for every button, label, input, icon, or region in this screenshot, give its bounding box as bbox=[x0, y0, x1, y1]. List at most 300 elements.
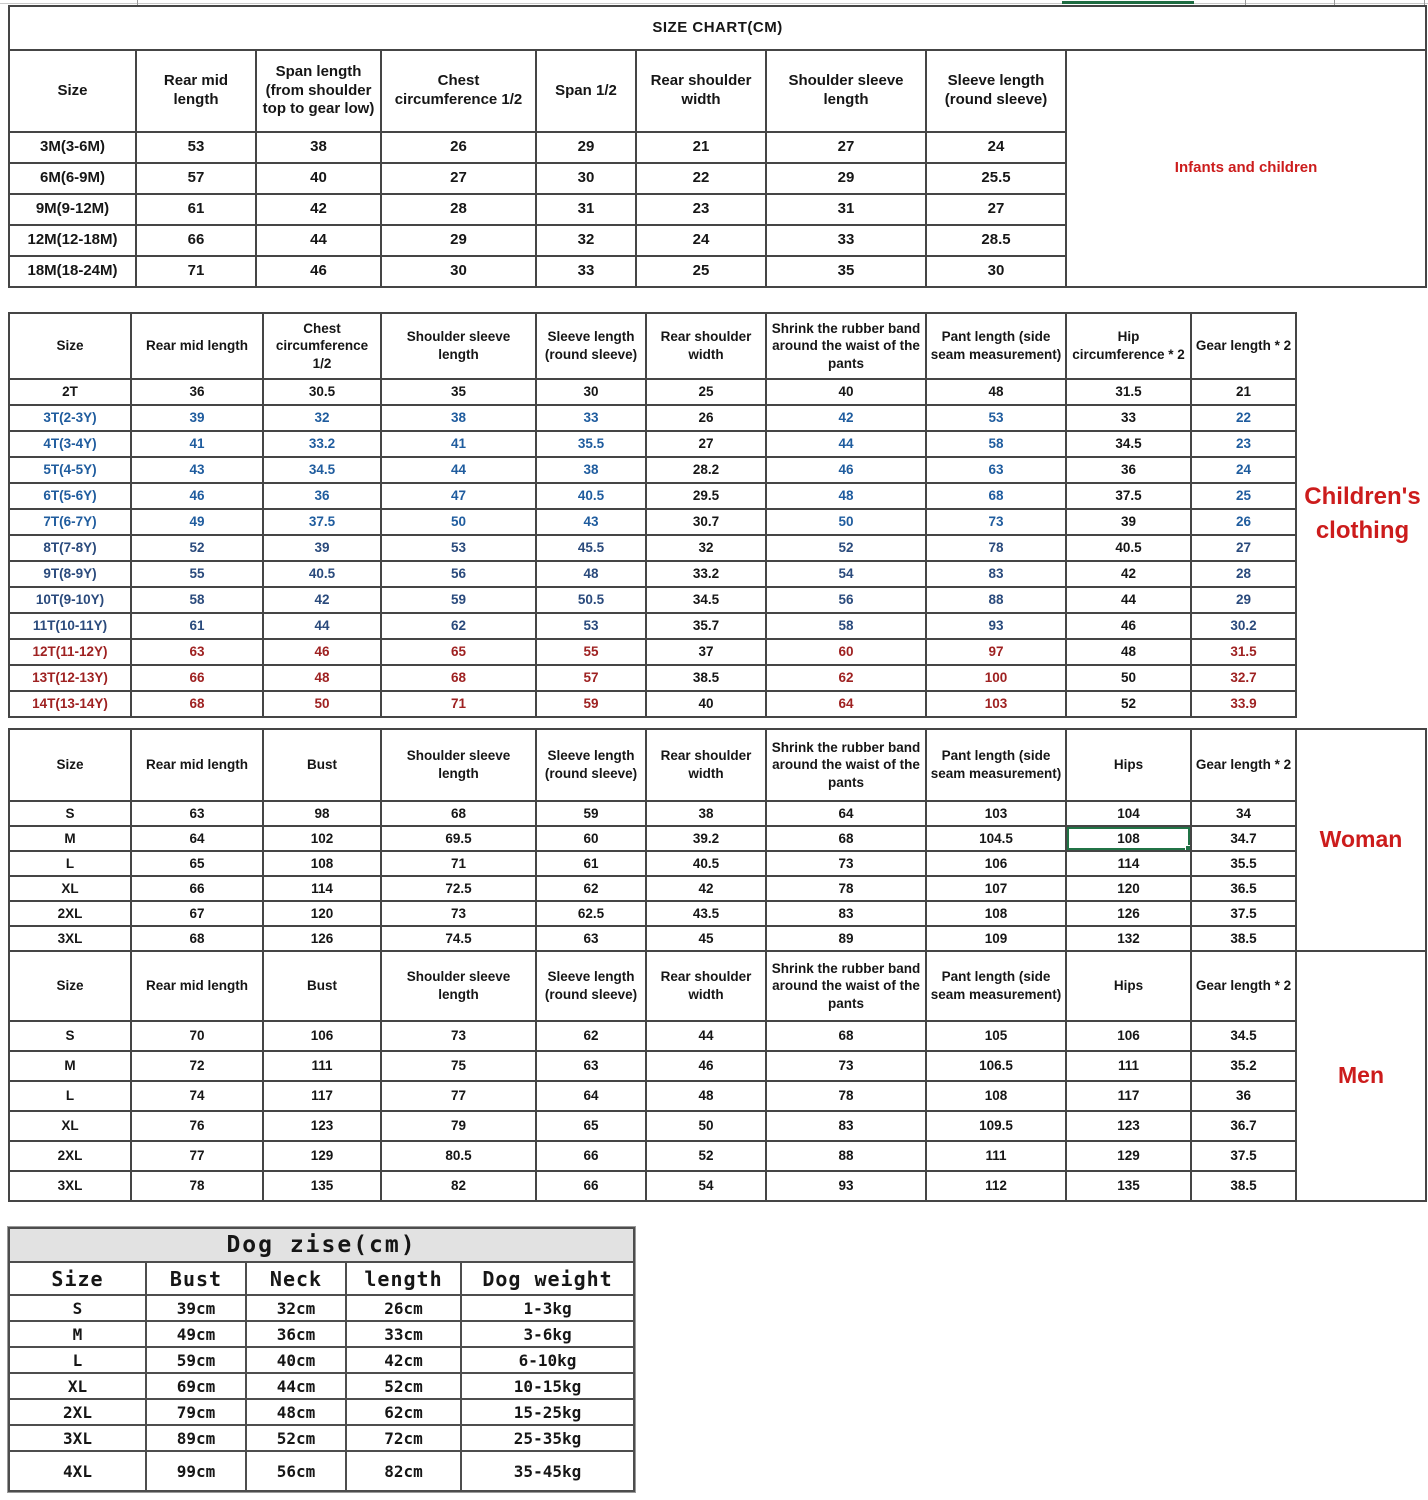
value-cell: 63 bbox=[536, 926, 646, 951]
value-cell: 89 bbox=[766, 926, 926, 951]
size-cell: XL bbox=[9, 1111, 131, 1141]
value-cell: 32cm bbox=[246, 1295, 346, 1321]
value-cell: 42cm bbox=[346, 1347, 461, 1373]
column-header: Gear length * 2 bbox=[1191, 313, 1296, 379]
value-cell: 37 bbox=[646, 639, 766, 665]
value-cell: 26 bbox=[1191, 509, 1296, 535]
value-cell: 27 bbox=[646, 431, 766, 457]
value-cell: 62.5 bbox=[536, 901, 646, 926]
size-cell: 10T(9-10Y) bbox=[9, 587, 131, 613]
value-cell: 29.5 bbox=[646, 483, 766, 509]
value-cell: 66 bbox=[131, 876, 263, 901]
size-cell: 2XL bbox=[9, 901, 131, 926]
value-cell: 48 bbox=[263, 665, 381, 691]
value-cell: 32 bbox=[536, 225, 636, 256]
value-cell: 72.5 bbox=[381, 876, 536, 901]
value-cell: 59 bbox=[536, 691, 646, 717]
value-cell: 33 bbox=[766, 225, 926, 256]
value-cell: 37.5 bbox=[1066, 483, 1191, 509]
value-cell: 52cm bbox=[246, 1425, 346, 1451]
group-label: Infants and children bbox=[1066, 50, 1426, 287]
value-cell: 114 bbox=[1066, 851, 1191, 876]
value-cell: 42 bbox=[256, 194, 381, 225]
value-cell: 59 bbox=[536, 801, 646, 826]
value-cell: 55 bbox=[536, 639, 646, 665]
value-cell: 68 bbox=[766, 826, 926, 851]
value-cell: 49cm bbox=[146, 1321, 246, 1347]
size-cell: L bbox=[9, 1347, 146, 1373]
table-row bbox=[9, 876, 1426, 901]
column-header: Shoulder sleeve length bbox=[766, 50, 926, 132]
column-header: Shrink the rubber band around the waist of the pants bbox=[766, 313, 926, 379]
value-cell: 36.7 bbox=[1191, 1111, 1296, 1141]
value-cell: 35 bbox=[381, 379, 536, 405]
value-cell: 50 bbox=[263, 691, 381, 717]
table-row bbox=[9, 851, 1426, 876]
value-cell: 28 bbox=[1191, 561, 1296, 587]
value-cell: 63 bbox=[131, 639, 263, 665]
value-cell: 35.5 bbox=[536, 431, 646, 457]
value-cell: 71 bbox=[136, 256, 256, 287]
value-cell: 46 bbox=[263, 639, 381, 665]
column-header: Gear length * 2 bbox=[1191, 951, 1296, 1021]
value-cell: 33 bbox=[536, 405, 646, 431]
value-cell: 35.2 bbox=[1191, 1051, 1296, 1081]
column-header: Span length (from shoulder top to gear low) bbox=[256, 50, 381, 132]
value-cell: 36 bbox=[1066, 457, 1191, 483]
value-cell: 43.5 bbox=[646, 901, 766, 926]
value-cell: 78 bbox=[766, 1081, 926, 1111]
value-cell: 33 bbox=[536, 256, 636, 287]
value-cell: 73 bbox=[381, 1021, 536, 1051]
value-cell: 48cm bbox=[246, 1399, 346, 1425]
value-cell: 38.5 bbox=[1191, 926, 1296, 951]
value-cell: 63 bbox=[536, 1051, 646, 1081]
value-cell: 34.7 bbox=[1191, 826, 1296, 851]
value-cell: 120 bbox=[1066, 876, 1191, 901]
value-cell: 39cm bbox=[146, 1295, 246, 1321]
value-cell: 34 bbox=[1191, 801, 1296, 826]
value-cell: 48 bbox=[1066, 639, 1191, 665]
size-cell: 2T bbox=[9, 379, 131, 405]
table-row bbox=[9, 1347, 634, 1373]
value-cell: 65 bbox=[131, 851, 263, 876]
value-cell: 44 bbox=[381, 457, 536, 483]
value-cell: 83 bbox=[766, 1111, 926, 1141]
value-cell: 39.2 bbox=[646, 826, 766, 851]
value-cell: 53 bbox=[926, 405, 1066, 431]
value-cell: 53 bbox=[536, 613, 646, 639]
table-row bbox=[9, 587, 1296, 613]
value-cell: 73 bbox=[766, 851, 926, 876]
value-cell: 129 bbox=[263, 1141, 381, 1171]
value-cell: 97 bbox=[926, 639, 1066, 665]
value-cell: 38 bbox=[256, 132, 381, 163]
value-cell: 111 bbox=[1066, 1051, 1191, 1081]
value-cell: 40 bbox=[766, 379, 926, 405]
value-cell: 34.5 bbox=[646, 587, 766, 613]
value-cell: 120 bbox=[263, 901, 381, 926]
value-cell: 64 bbox=[131, 826, 263, 851]
size-cell: 2XL bbox=[9, 1141, 131, 1171]
selection-border-artifact bbox=[1062, 1, 1194, 4]
value-cell: 54 bbox=[766, 561, 926, 587]
value-cell: 75 bbox=[381, 1051, 536, 1081]
value-cell: 37.5 bbox=[1191, 1141, 1296, 1171]
value-cell: 111 bbox=[263, 1051, 381, 1081]
table-row bbox=[9, 639, 1296, 665]
size-cell: 3XL bbox=[9, 1171, 131, 1201]
size-cell: S bbox=[9, 1295, 146, 1321]
value-cell: 46 bbox=[646, 1051, 766, 1081]
column-header: Pant length (side seam measurement) bbox=[926, 951, 1066, 1021]
value-cell: 44cm bbox=[246, 1373, 346, 1399]
value-cell: 40.5 bbox=[263, 561, 381, 587]
column-header: Rear mid length bbox=[131, 313, 263, 379]
value-cell: 69cm bbox=[146, 1373, 246, 1399]
value-cell: 82cm bbox=[346, 1451, 461, 1491]
column-header: Pant length (side seam measurement) bbox=[926, 313, 1066, 379]
value-cell: 105 bbox=[926, 1021, 1066, 1051]
value-cell: 21 bbox=[1191, 379, 1296, 405]
value-cell: 52 bbox=[131, 535, 263, 561]
value-cell: 48 bbox=[766, 483, 926, 509]
value-cell: 25 bbox=[1191, 483, 1296, 509]
value-cell: 83 bbox=[766, 901, 926, 926]
value-cell: 10-15kg bbox=[461, 1373, 634, 1399]
children-size-table bbox=[8, 312, 1297, 718]
value-cell: 41 bbox=[381, 431, 536, 457]
value-cell: 53 bbox=[381, 535, 536, 561]
value-cell: 66 bbox=[136, 225, 256, 256]
value-cell: 88 bbox=[926, 587, 1066, 613]
value-cell: 44 bbox=[256, 225, 381, 256]
value-cell: 31.5 bbox=[1066, 379, 1191, 405]
value-cell: 88 bbox=[766, 1141, 926, 1171]
table-row bbox=[9, 1171, 1426, 1201]
column-header: Sleeve length (round sleeve) bbox=[536, 313, 646, 379]
value-cell: 62 bbox=[536, 876, 646, 901]
value-cell: 35 bbox=[766, 256, 926, 287]
value-cell: 30.5 bbox=[263, 379, 381, 405]
value-cell: 112 bbox=[926, 1171, 1066, 1201]
value-cell: 74 bbox=[131, 1081, 263, 1111]
value-cell: 26cm bbox=[346, 1295, 461, 1321]
column-header: Rear mid length bbox=[136, 50, 256, 132]
value-cell: 41 bbox=[131, 431, 263, 457]
value-cell: 38.5 bbox=[1191, 1171, 1296, 1201]
value-cell: 36cm bbox=[246, 1321, 346, 1347]
size-cell: M bbox=[9, 1321, 146, 1347]
table-row bbox=[9, 1111, 1426, 1141]
value-cell: 31 bbox=[766, 194, 926, 225]
value-cell: 39 bbox=[1066, 509, 1191, 535]
value-cell: 36.5 bbox=[1191, 876, 1296, 901]
column-header: Hips bbox=[1066, 729, 1191, 801]
size-cell: 12M(12-18M) bbox=[9, 225, 136, 256]
value-cell: 33.2 bbox=[646, 561, 766, 587]
value-cell: 38 bbox=[646, 801, 766, 826]
table-row bbox=[9, 1451, 634, 1491]
value-cell: 37.5 bbox=[263, 509, 381, 535]
value-cell: 109.5 bbox=[926, 1111, 1066, 1141]
size-cell: 3XL bbox=[9, 1425, 146, 1451]
table-row bbox=[9, 535, 1296, 561]
column-header: Hip circumference * 2 bbox=[1066, 313, 1191, 379]
value-cell: 64 bbox=[536, 1081, 646, 1111]
value-cell: 108 bbox=[1066, 826, 1191, 851]
value-cell: 108 bbox=[926, 1081, 1066, 1111]
table-row bbox=[9, 509, 1296, 535]
value-cell: 30.2 bbox=[1191, 613, 1296, 639]
value-cell: 30 bbox=[926, 256, 1066, 287]
value-cell: 109 bbox=[926, 926, 1066, 951]
value-cell: 64 bbox=[766, 801, 926, 826]
table-row bbox=[9, 1295, 634, 1321]
value-cell: 58 bbox=[766, 613, 926, 639]
value-cell: 38 bbox=[381, 405, 536, 431]
value-cell: 1-3kg bbox=[461, 1295, 634, 1321]
value-cell: 108 bbox=[263, 851, 381, 876]
value-cell: 103 bbox=[926, 691, 1066, 717]
value-cell: 82 bbox=[381, 1171, 536, 1201]
table-row bbox=[9, 379, 1296, 405]
table-row bbox=[9, 1021, 1426, 1051]
column-header: Chest circumference 1/2 bbox=[381, 50, 536, 132]
value-cell: 68 bbox=[131, 691, 263, 717]
value-cell: 52 bbox=[1066, 691, 1191, 717]
value-cell: 67 bbox=[131, 901, 263, 926]
table-row bbox=[9, 431, 1296, 457]
table-row bbox=[9, 801, 1426, 826]
column-header: Span 1/2 bbox=[536, 50, 636, 132]
value-cell: 40 bbox=[256, 163, 381, 194]
value-cell: 93 bbox=[766, 1171, 926, 1201]
value-cell: 108 bbox=[926, 901, 1066, 926]
table-row bbox=[9, 691, 1296, 717]
table-row bbox=[9, 1141, 1426, 1171]
value-cell: 21 bbox=[636, 132, 766, 163]
value-cell: 60 bbox=[766, 639, 926, 665]
column-header: Size bbox=[9, 50, 136, 132]
value-cell: 44 bbox=[766, 431, 926, 457]
value-cell: 77 bbox=[381, 1081, 536, 1111]
value-cell: 35.5 bbox=[1191, 851, 1296, 876]
size-cell: M bbox=[9, 1051, 131, 1081]
size-cell: S bbox=[9, 801, 131, 826]
column-header: Sleeve length (round sleeve) bbox=[536, 951, 646, 1021]
value-cell: 42 bbox=[1066, 561, 1191, 587]
value-cell: 35.7 bbox=[646, 613, 766, 639]
value-cell: 27 bbox=[926, 194, 1066, 225]
value-cell: 106 bbox=[926, 851, 1066, 876]
value-cell: 28 bbox=[381, 194, 536, 225]
value-cell: 57 bbox=[136, 163, 256, 194]
value-cell: 24 bbox=[1191, 457, 1296, 483]
table-row bbox=[9, 1051, 1426, 1081]
value-cell: 44 bbox=[646, 1021, 766, 1051]
column-header: Sleeve length (round sleeve) bbox=[536, 729, 646, 801]
value-cell: 42 bbox=[646, 876, 766, 901]
table-row bbox=[9, 826, 1426, 851]
value-cell: 40cm bbox=[246, 1347, 346, 1373]
value-cell: 28.2 bbox=[646, 457, 766, 483]
value-cell: 57 bbox=[536, 665, 646, 691]
value-cell: 40.5 bbox=[1066, 535, 1191, 561]
value-cell: 30 bbox=[381, 256, 536, 287]
column-header: Shoulder sleeve length bbox=[381, 729, 536, 801]
value-cell: 117 bbox=[263, 1081, 381, 1111]
column-header: Rear mid length bbox=[131, 951, 263, 1021]
size-cell: 5T(4-5Y) bbox=[9, 457, 131, 483]
value-cell: 103 bbox=[926, 801, 1066, 826]
value-cell: 25.5 bbox=[926, 163, 1066, 194]
value-cell: 43 bbox=[536, 509, 646, 535]
dog-size-table bbox=[8, 1227, 635, 1492]
value-cell: 77 bbox=[131, 1141, 263, 1171]
value-cell: 74.5 bbox=[381, 926, 536, 951]
size-cell: 4T(3-4Y) bbox=[9, 431, 131, 457]
value-cell: 50 bbox=[381, 509, 536, 535]
value-cell: 104.5 bbox=[926, 826, 1066, 851]
value-cell: 73 bbox=[381, 901, 536, 926]
value-cell: 69.5 bbox=[381, 826, 536, 851]
value-cell: 42 bbox=[263, 587, 381, 613]
column-header: Shrink the rubber band around the waist of the pants bbox=[766, 729, 926, 801]
value-cell: 48 bbox=[926, 379, 1066, 405]
value-cell: 46 bbox=[131, 483, 263, 509]
value-cell: 62 bbox=[766, 665, 926, 691]
value-cell: 66 bbox=[536, 1141, 646, 1171]
value-cell: 56cm bbox=[246, 1451, 346, 1491]
value-cell: 71 bbox=[381, 691, 536, 717]
value-cell: 126 bbox=[1066, 901, 1191, 926]
value-cell: 49 bbox=[131, 509, 263, 535]
column-header: Shoulder sleeve length bbox=[381, 951, 536, 1021]
column-header: Rear shoulder width bbox=[646, 729, 766, 801]
value-cell: 26 bbox=[646, 405, 766, 431]
value-cell: 135 bbox=[263, 1171, 381, 1201]
value-cell: 45 bbox=[646, 926, 766, 951]
table-row bbox=[9, 561, 1296, 587]
value-cell: 34.5 bbox=[263, 457, 381, 483]
table-row bbox=[9, 926, 1426, 951]
value-cell: 50.5 bbox=[536, 587, 646, 613]
value-cell: 89cm bbox=[146, 1425, 246, 1451]
size-cell: 14T(13-14Y) bbox=[9, 691, 131, 717]
value-cell: 50 bbox=[1066, 665, 1191, 691]
value-cell: 107 bbox=[926, 876, 1066, 901]
value-cell: 29 bbox=[381, 225, 536, 256]
value-cell: 52 bbox=[646, 1141, 766, 1171]
size-cell: 9M(9-12M) bbox=[9, 194, 136, 225]
size-cell: 8T(7-8Y) bbox=[9, 535, 131, 561]
size-cell: 3XL bbox=[9, 926, 131, 951]
size-cell: XL bbox=[9, 1373, 146, 1399]
value-cell: 52cm bbox=[346, 1373, 461, 1399]
value-cell: 123 bbox=[263, 1111, 381, 1141]
column-header: Size bbox=[9, 729, 131, 801]
table-row bbox=[9, 405, 1296, 431]
value-cell: 28.5 bbox=[926, 225, 1066, 256]
value-cell: 68 bbox=[381, 801, 536, 826]
value-cell: 23 bbox=[1191, 431, 1296, 457]
size-cell: 9T(8-9Y) bbox=[9, 561, 131, 587]
value-cell: 32.7 bbox=[1191, 665, 1296, 691]
value-cell: 78 bbox=[926, 535, 1066, 561]
value-cell: 62 bbox=[536, 1021, 646, 1051]
value-cell: 100 bbox=[926, 665, 1066, 691]
table-row bbox=[9, 613, 1296, 639]
woman-men-size-table bbox=[8, 728, 1427, 1202]
value-cell: 32 bbox=[646, 535, 766, 561]
value-cell: 31.5 bbox=[1191, 639, 1296, 665]
value-cell: 27 bbox=[381, 163, 536, 194]
column-header: Size bbox=[9, 951, 131, 1021]
value-cell: 70 bbox=[131, 1021, 263, 1051]
value-cell: 32 bbox=[263, 405, 381, 431]
column-header: Pant length (side seam measurement) bbox=[926, 729, 1066, 801]
column-header: Bust bbox=[263, 951, 381, 1021]
value-cell: 68 bbox=[926, 483, 1066, 509]
value-cell: 33cm bbox=[346, 1321, 461, 1347]
value-cell: 102 bbox=[263, 826, 381, 851]
value-cell: 58 bbox=[926, 431, 1066, 457]
value-cell: 65 bbox=[536, 1111, 646, 1141]
value-cell: 33 bbox=[1066, 405, 1191, 431]
value-cell: 59 bbox=[381, 587, 536, 613]
value-cell: 34.5 bbox=[1191, 1021, 1296, 1051]
value-cell: 47 bbox=[381, 483, 536, 509]
value-cell: 129 bbox=[1066, 1141, 1191, 1171]
value-cell: 39 bbox=[131, 405, 263, 431]
value-cell: 30 bbox=[536, 163, 636, 194]
value-cell: 66 bbox=[536, 1171, 646, 1201]
value-cell: 123 bbox=[1066, 1111, 1191, 1141]
children-group-label: Children's clothing bbox=[1304, 483, 1421, 544]
value-cell: 66 bbox=[131, 665, 263, 691]
table-row bbox=[9, 665, 1296, 691]
value-cell: 62 bbox=[381, 613, 536, 639]
column-header: Rear mid length bbox=[131, 729, 263, 801]
value-cell: 114 bbox=[263, 876, 381, 901]
value-cell: 46 bbox=[766, 457, 926, 483]
value-cell: 76 bbox=[131, 1111, 263, 1141]
column-header: Dog weight bbox=[461, 1262, 634, 1295]
value-cell: 40.5 bbox=[646, 851, 766, 876]
value-cell: 50 bbox=[766, 509, 926, 535]
size-cell: S bbox=[9, 1021, 131, 1051]
value-cell: 30.7 bbox=[646, 509, 766, 535]
value-cell: 79 bbox=[381, 1111, 536, 1141]
value-cell: 40 bbox=[646, 691, 766, 717]
value-cell: 6-10kg bbox=[461, 1347, 634, 1373]
value-cell: 38 bbox=[536, 457, 646, 483]
value-cell: 73 bbox=[766, 1051, 926, 1081]
value-cell: 36 bbox=[131, 379, 263, 405]
column-header: Size bbox=[9, 313, 131, 379]
value-cell: 78 bbox=[766, 876, 926, 901]
value-cell: 36 bbox=[1191, 1081, 1296, 1111]
size-cell: XL bbox=[9, 876, 131, 901]
value-cell: 54 bbox=[646, 1171, 766, 1201]
value-cell: 71 bbox=[381, 851, 536, 876]
value-cell: 68 bbox=[766, 1021, 926, 1051]
column-header: Rear shoulder width bbox=[636, 50, 766, 132]
table-title: Dog zise(cm) bbox=[9, 1228, 634, 1262]
column-header: Gear length * 2 bbox=[1191, 729, 1296, 801]
group-label: Men bbox=[1296, 951, 1426, 1201]
